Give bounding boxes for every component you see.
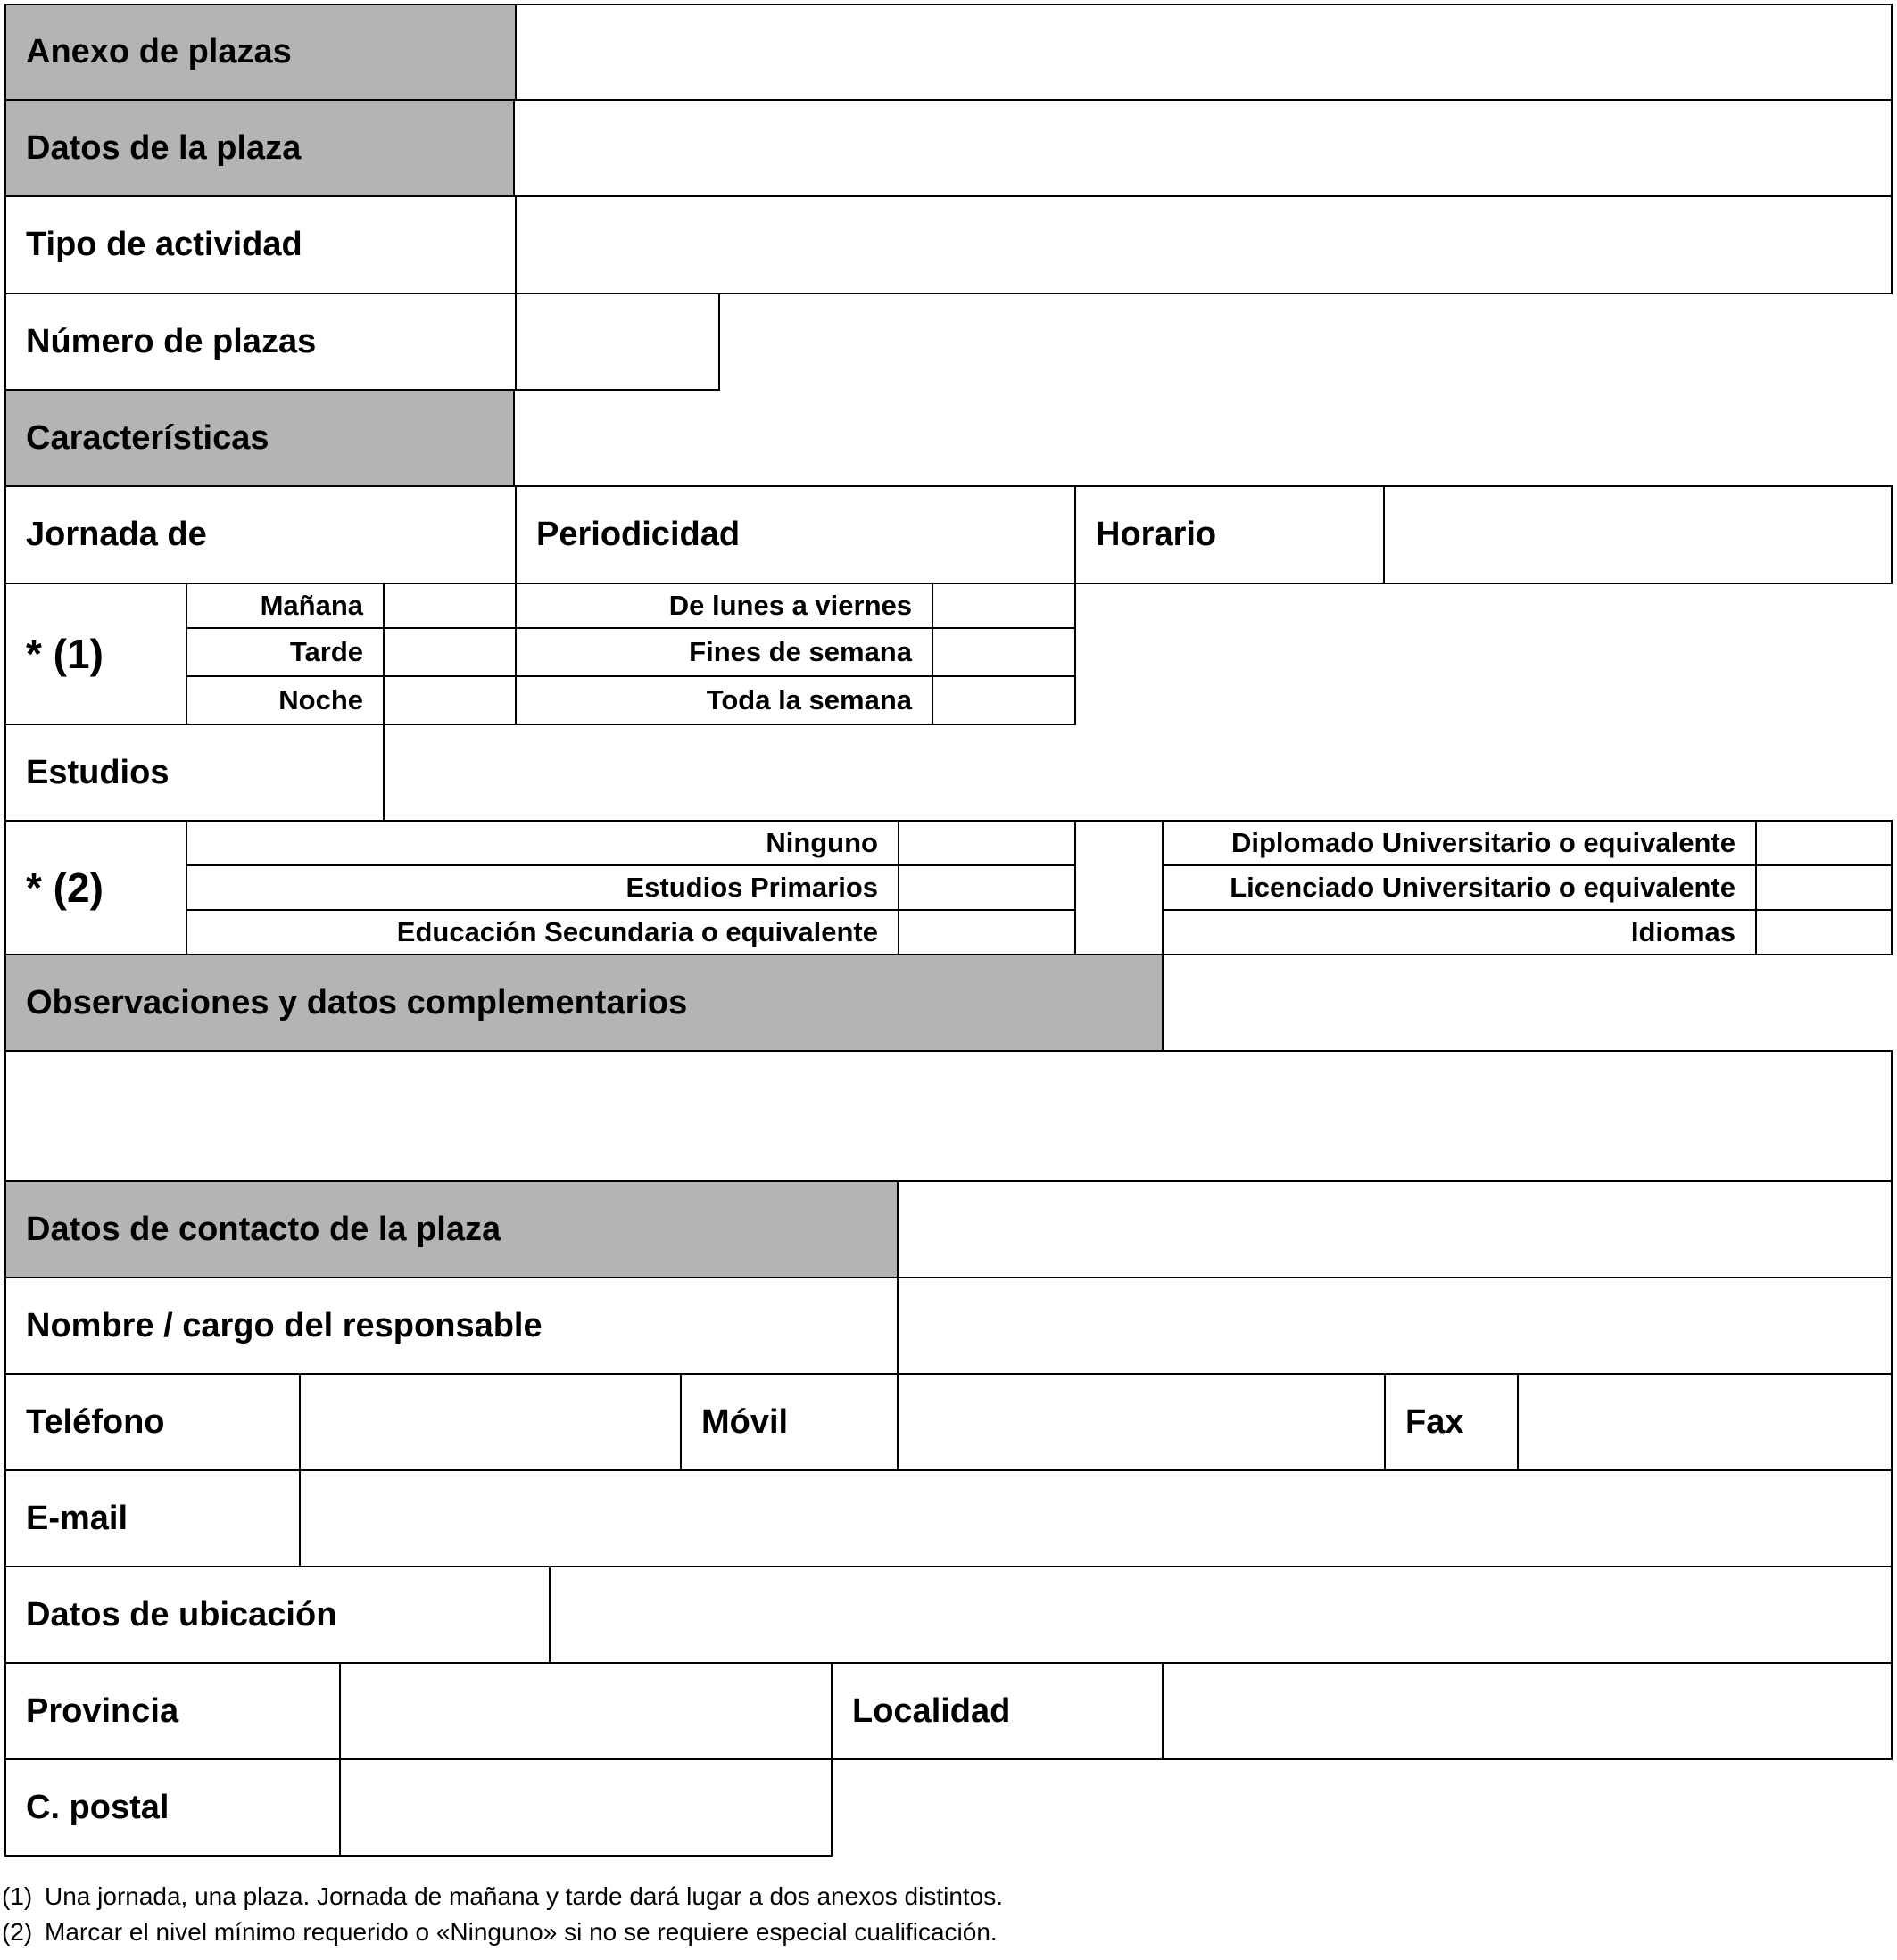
annex-field[interactable] [515, 4, 1893, 101]
shift-option-afternoon-box[interactable] [383, 627, 517, 677]
fax-label: Fax [1384, 1373, 1519, 1471]
studies-option-none-label: Ninguno [186, 820, 899, 866]
shift-option-morning-box[interactable] [383, 583, 517, 629]
footnote-1-text: Una jornada, una plaza. Jornada de mañana y tarde dará lugar a dos anexos distintos. [45, 1882, 1004, 1910]
periodicity-option-weekends-label: Fines de semana [515, 627, 933, 677]
studies-option-diploma-label: Diplomado Universitario o equivalente [1162, 820, 1757, 866]
section-characteristics-header: Características [4, 389, 515, 487]
shift-option-afternoon-label: Tarde [186, 627, 385, 677]
shift-note-mark: * (1) [4, 583, 187, 725]
studies-option-primary-box[interactable] [898, 864, 1076, 911]
phone-field[interactable] [299, 1373, 682, 1471]
studies-label: Estudios [4, 724, 385, 822]
shift-option-morning-label: Mañana [186, 583, 385, 629]
province-label: Provincia [4, 1662, 341, 1760]
location-label: Datos de ubicación [4, 1566, 551, 1664]
studies-option-secondary-label: Educación Secundaria o equivalente [186, 909, 899, 955]
observations-field[interactable] [4, 1050, 1893, 1182]
studies-option-degree-label: Licenciado Universitario o equivalente [1162, 864, 1757, 911]
footnote-1 [2, 1882, 1003, 1911]
town-field[interactable] [1162, 1662, 1893, 1760]
studies-option-primary-label: Estudios Primarios [186, 864, 899, 911]
studies-option-none-box[interactable] [898, 820, 1076, 866]
town-label: Localidad [831, 1662, 1164, 1760]
postal-code-label: C. postal [4, 1758, 341, 1857]
studies-option-degree-box[interactable] [1755, 864, 1893, 911]
studies-option-secondary-box[interactable] [898, 909, 1076, 955]
studies-option-languages-box[interactable] [1755, 909, 1893, 955]
mobile-field[interactable] [897, 1373, 1386, 1471]
phone-label: Teléfono [4, 1373, 301, 1471]
contact-data-field[interactable] [897, 1180, 1893, 1278]
mobile-label: Móvil [680, 1373, 899, 1471]
studies-spacer [1074, 820, 1164, 955]
studies-option-languages-label: Idiomas [1162, 909, 1757, 955]
footnote-1-number: (1) [2, 1882, 33, 1910]
periodicity-option-whole-week-box[interactable] [932, 675, 1076, 725]
periodicity-option-weekdays-label: De lunes a viernes [515, 583, 933, 629]
periodicity-option-whole-week-label: Toda la semana [515, 675, 933, 725]
activity-type-field[interactable] [515, 195, 1893, 294]
footnote-2 [2, 1918, 998, 1947]
schedule-field[interactable] [1383, 485, 1893, 584]
periodicity-label: Periodicidad [515, 485, 1076, 584]
periodicity-option-weekends-box[interactable] [932, 627, 1076, 677]
shift-label: Jornada de [4, 485, 517, 584]
email-label: E-mail [4, 1469, 301, 1567]
manager-field[interactable] [897, 1277, 1893, 1375]
schedule-label: Horario [1074, 485, 1385, 584]
section-position-data-header: Datos de la plaza [4, 99, 515, 197]
fax-field[interactable] [1517, 1373, 1893, 1471]
location-field[interactable] [549, 1566, 1893, 1664]
shift-option-night-box[interactable] [383, 675, 517, 725]
email-field[interactable] [299, 1469, 1893, 1567]
footnote-2-text: Marcar el nivel mínimo requerido o «Ninguno» si no se requiere especial cualificación. [45, 1918, 998, 1946]
number-of-places-label: Número de plazas [4, 293, 517, 391]
section-annex-header: Anexo de plazas [4, 4, 517, 101]
manager-label: Nombre / cargo del responsable [4, 1277, 899, 1375]
province-field[interactable] [339, 1662, 833, 1760]
number-of-places-field[interactable] [515, 293, 720, 391]
position-data-field[interactable] [513, 99, 1893, 197]
footnote-2-number: (2) [2, 1918, 33, 1946]
periodicity-option-weekdays-box[interactable] [932, 583, 1076, 629]
studies-option-diploma-box[interactable] [1755, 820, 1893, 866]
activity-type-label: Tipo de actividad [4, 195, 517, 294]
section-observations-header: Observaciones y datos complementarios [4, 954, 1164, 1052]
studies-note-mark: * (2) [4, 820, 187, 955]
postal-code-field[interactable] [339, 1758, 833, 1857]
section-contact-data-header: Datos de contacto de la plaza [4, 1180, 899, 1278]
shift-option-night-label: Noche [186, 675, 385, 725]
